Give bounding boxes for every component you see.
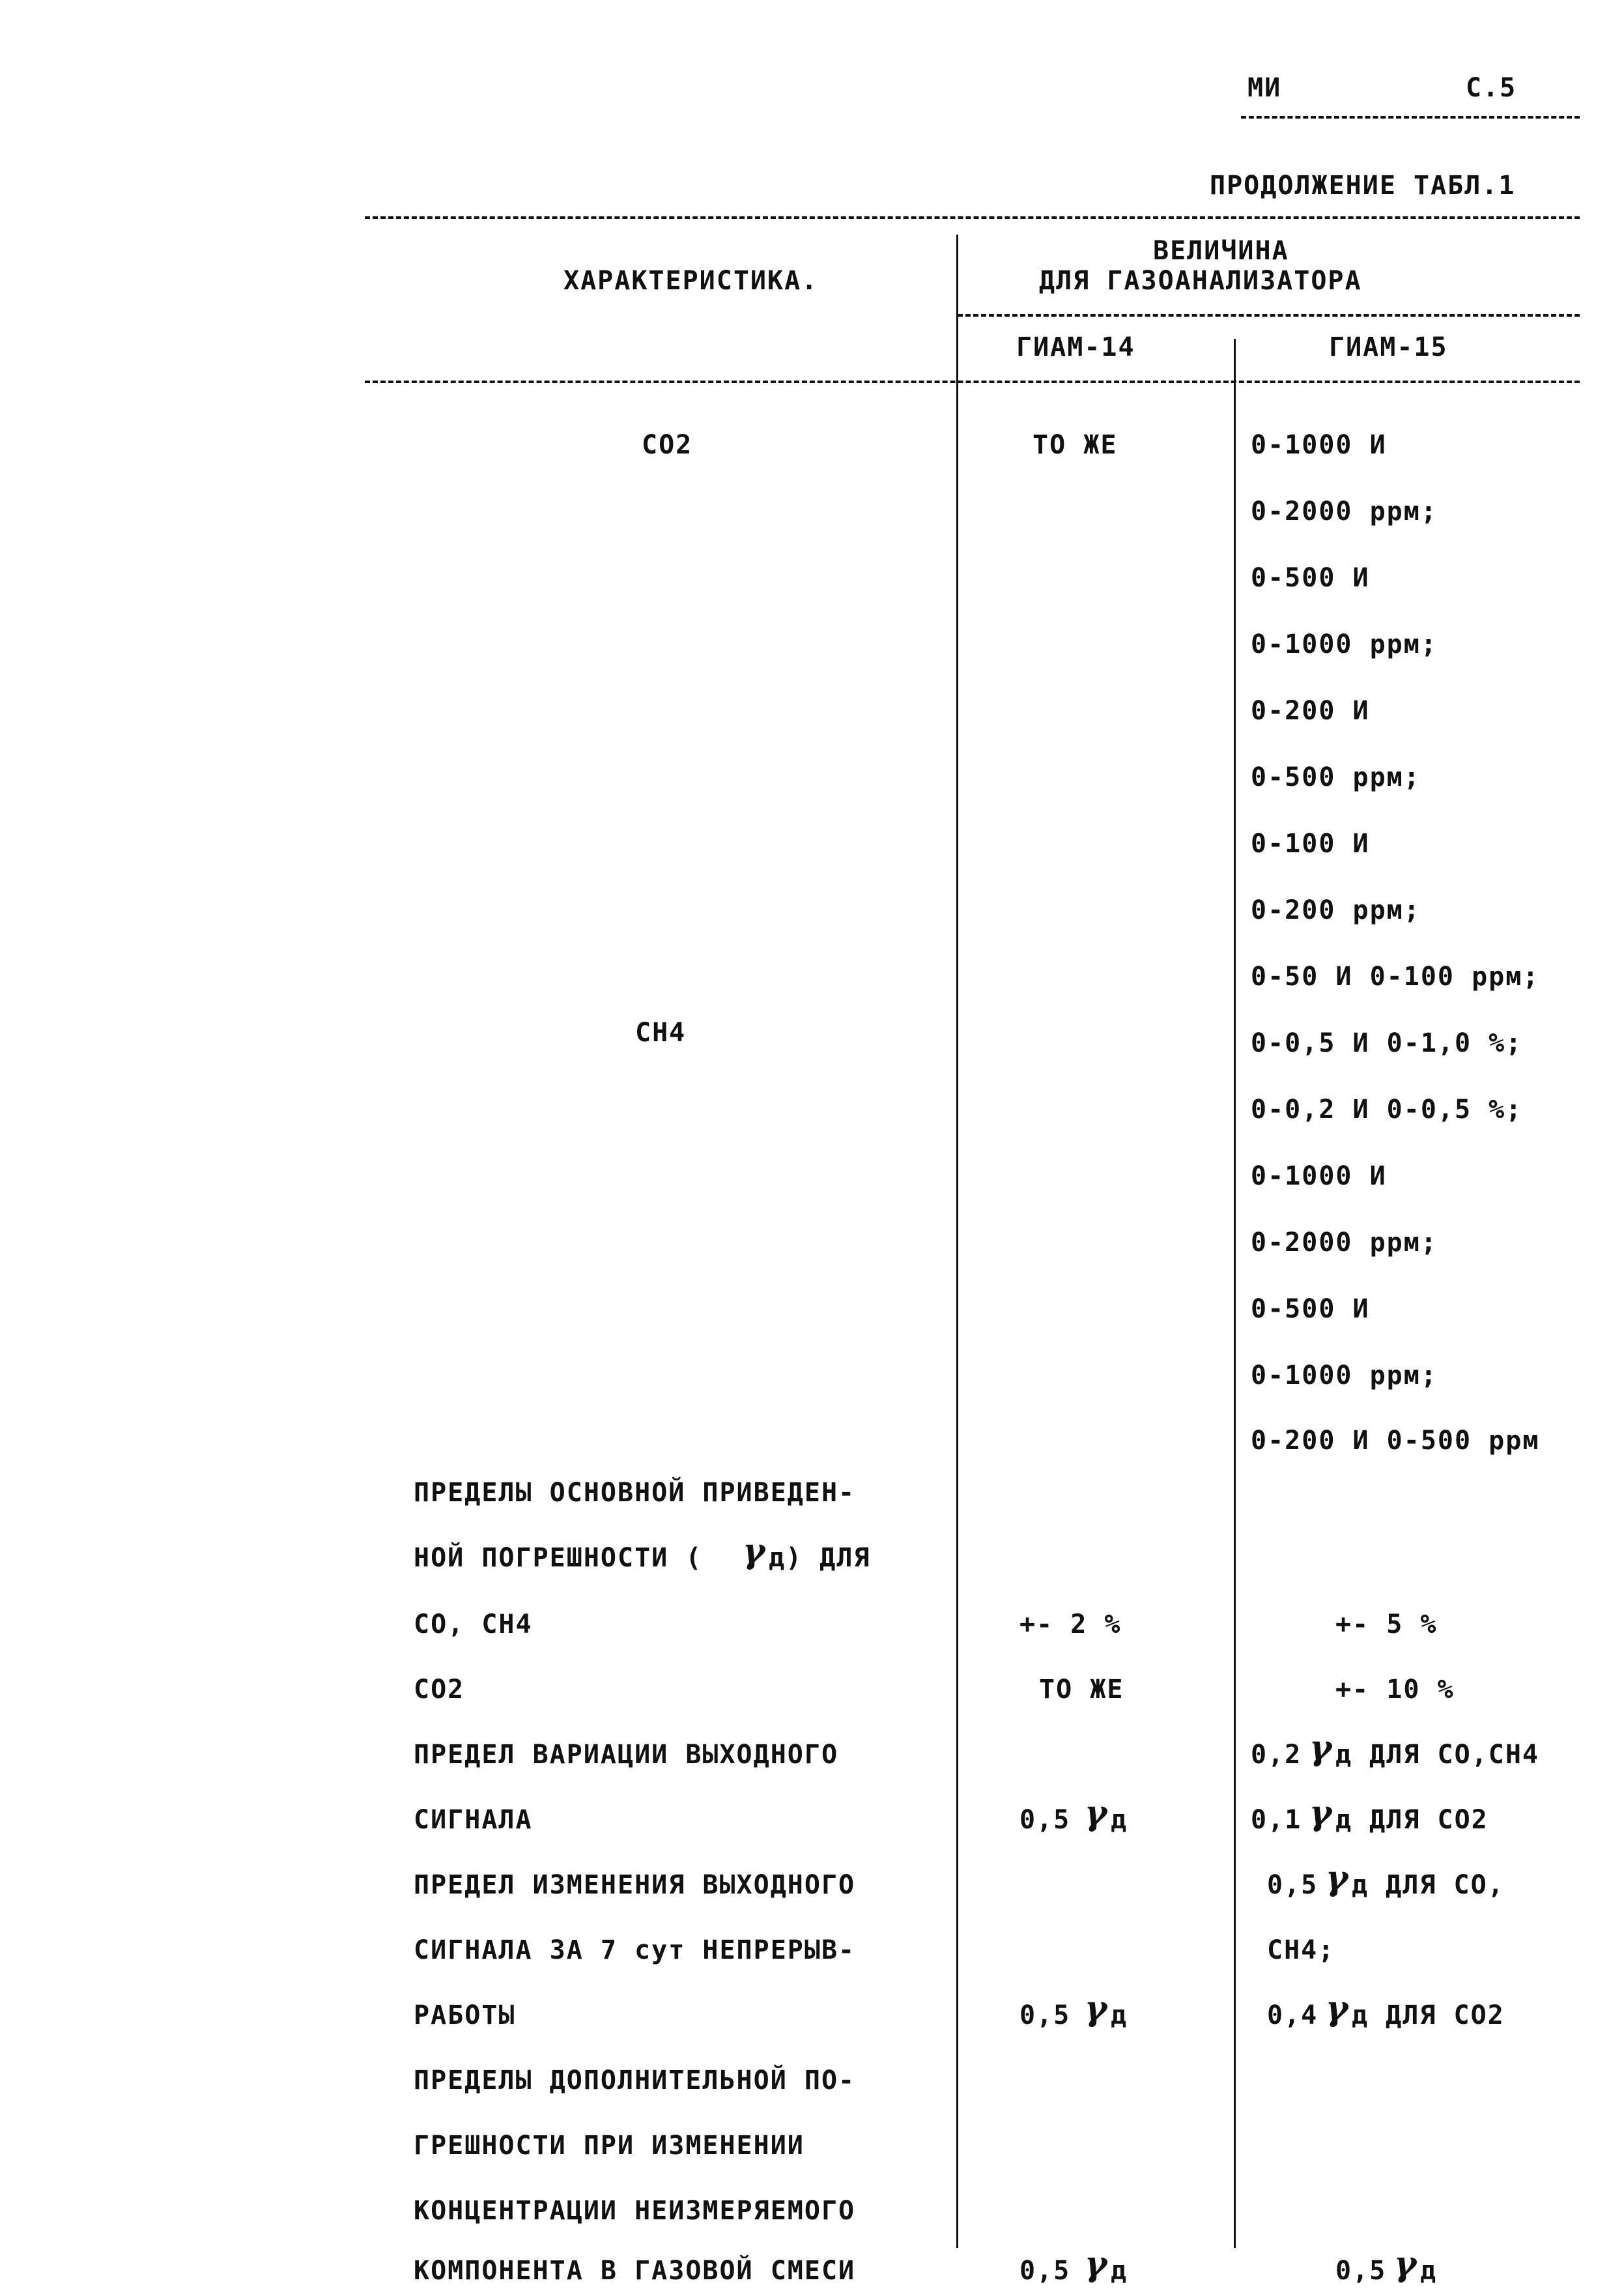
gamma-symbol: γ [1085,2244,1109,2284]
gamma-symbol: γ [1309,1793,1333,1833]
gamma-symbol: γ [1085,1989,1109,2028]
range-value: 0-1000 И [1251,430,1387,460]
range-value: 0-2000 ррм; [1251,1228,1438,1258]
additional-label-line2: ГРЕШНОСТИ ПРИ ИЗМЕНЕНИИ [414,2131,805,2161]
basic-error-label-line1: ПРЕДЕЛЫ ОСНОВНОЙ ПРИВЕДЕН- [414,1478,856,1508]
range-value: 0-1000 ррм; [1251,1361,1438,1390]
basic-error-label-line2b: д) ДЛЯ [769,1543,871,1573]
gamma-symbol: γ [1085,1793,1109,1833]
range-value: 0-500 И [1251,1294,1370,1324]
additional-giam14-num: 0,5 [1019,2256,1071,2286]
range-value: 0-0,2 И 0-0,5 %; [1251,1095,1523,1125]
gamma-symbol: γ [1394,2244,1418,2284]
header-bottom-rule [365,381,1580,383]
header-giam14: ГИАМ-14 [1016,332,1135,362]
gas-label-co2: СО2 [642,430,693,460]
gamma-symbol: γ [1309,1728,1333,1768]
delta-subscript: д [1111,1805,1128,1835]
header-characteristic: ХАРАКТЕРИСТИКА. [563,266,819,296]
variation-giam15-num1: 0,2 [1251,1740,1302,1770]
range-value: 0-200 И [1251,696,1370,726]
range-value: 0-2000 ррм; [1251,497,1438,526]
table-top-rule [365,216,1580,219]
delta-subscript: д [1111,2256,1128,2286]
column-separator [956,235,958,2248]
range-value: 0-200 И 0-500 ррм [1251,1426,1540,1456]
co2-giam14-value: ТО ЖЕ [1033,430,1118,460]
doc-code: МИ [1247,73,1282,103]
table-continuation-caption: ПРОДОЛЖЕНИЕ ТАБЛ.1 [1210,171,1516,201]
co-ch4-giam15: +- 5 % [1335,1609,1438,1639]
page-number: С.5 [1466,73,1517,103]
range-value: 0-0,5 И 0-1,0 %; [1251,1028,1523,1058]
additional-label-line1: ПРЕДЕЛЫ ДОПОЛНИТЕЛЬНОЙ ПО- [414,2066,856,2096]
variation-giam15-txt1: д ДЛЯ СО,СН4 [1335,1740,1539,1770]
range-value: 0-50 И 0-100 ррм; [1251,962,1540,992]
variation-label-line2: СИГНАЛА [414,1805,533,1835]
change-giam14-num: 0,5 [1019,2000,1071,2030]
header-value-line1: ВЕЛИЧИНА [1153,236,1289,266]
co2-error-label: СО2 [414,1675,465,1705]
header-giam15: ГИАМ-15 [1329,332,1448,362]
header-value-line2: ДЛЯ ГАЗОАНАЛИЗАТОРА [1039,266,1362,296]
additional-label-line4: КОМПОНЕНТА В ГАЗОВОЙ СМЕСИ [414,2256,856,2286]
gamma-symbol: γ [1326,1989,1350,2028]
change-giam15-txt3: д ДЛЯ СО2 [1352,2000,1505,2030]
change-giam15-line2: СН4; [1267,1935,1335,1965]
range-value: 0-100 И [1251,829,1370,859]
range-value: 0-1000 И [1251,1161,1387,1191]
change-giam15-txt1: д ДЛЯ СО, [1352,1870,1505,1900]
basic-error-label-line2a: НОЙ ПОГРЕШНОСТИ ( [414,1543,703,1573]
delta-subscript: д [1111,2000,1128,2030]
column-separator [1234,339,1236,2248]
variation-giam15-txt2: д ДЛЯ СО2 [1335,1805,1489,1835]
range-value: 0-1000 ррм; [1251,629,1438,659]
gamma-symbol: γ [743,1531,767,1571]
additional-giam15-num: 0,5 [1335,2256,1387,2286]
variation-giam14-num: 0,5 [1019,1805,1071,1835]
change-giam15-num3: 0,4 [1267,2000,1318,2030]
change-label-line3: РАБОТЫ [414,2000,516,2030]
delta-subscript: д [1420,2256,1438,2286]
range-value: 0-500 ррм; [1251,762,1421,792]
gamma-symbol: γ [1326,1858,1350,1898]
variation-giam15-num2: 0,1 [1251,1805,1302,1835]
co-ch4-giam14: +- 2 % [1019,1609,1122,1639]
gas-label-ch4: СН4 [635,1018,687,1048]
additional-label-line3: КОНЦЕНТРАЦИИ НЕИЗМЕРЯЕМОГО [414,2196,856,2226]
change-label-line1: ПРЕДЕЛ ИЗМЕНЕНИЯ ВЫХОДНОГО [414,1870,856,1900]
change-label-line2: СИГНАЛА ЗА 7 сут НЕПРЕРЫВ- [414,1935,856,1965]
header-rule [1241,116,1580,119]
range-value: 0-500 И [1251,563,1370,593]
change-giam15-num1: 0,5 [1267,1870,1318,1900]
variation-label-line1: ПРЕДЕЛ ВАРИАЦИИ ВЫХОДНОГО [414,1740,839,1770]
co-ch4-label: СО, СН4 [414,1609,533,1639]
range-value: 0-200 ррм; [1251,895,1421,925]
co2-error-giam14: ТО ЖЕ [1039,1675,1124,1705]
co2-error-giam15: +- 10 % [1335,1675,1455,1705]
header-mid-rule [958,314,1580,317]
